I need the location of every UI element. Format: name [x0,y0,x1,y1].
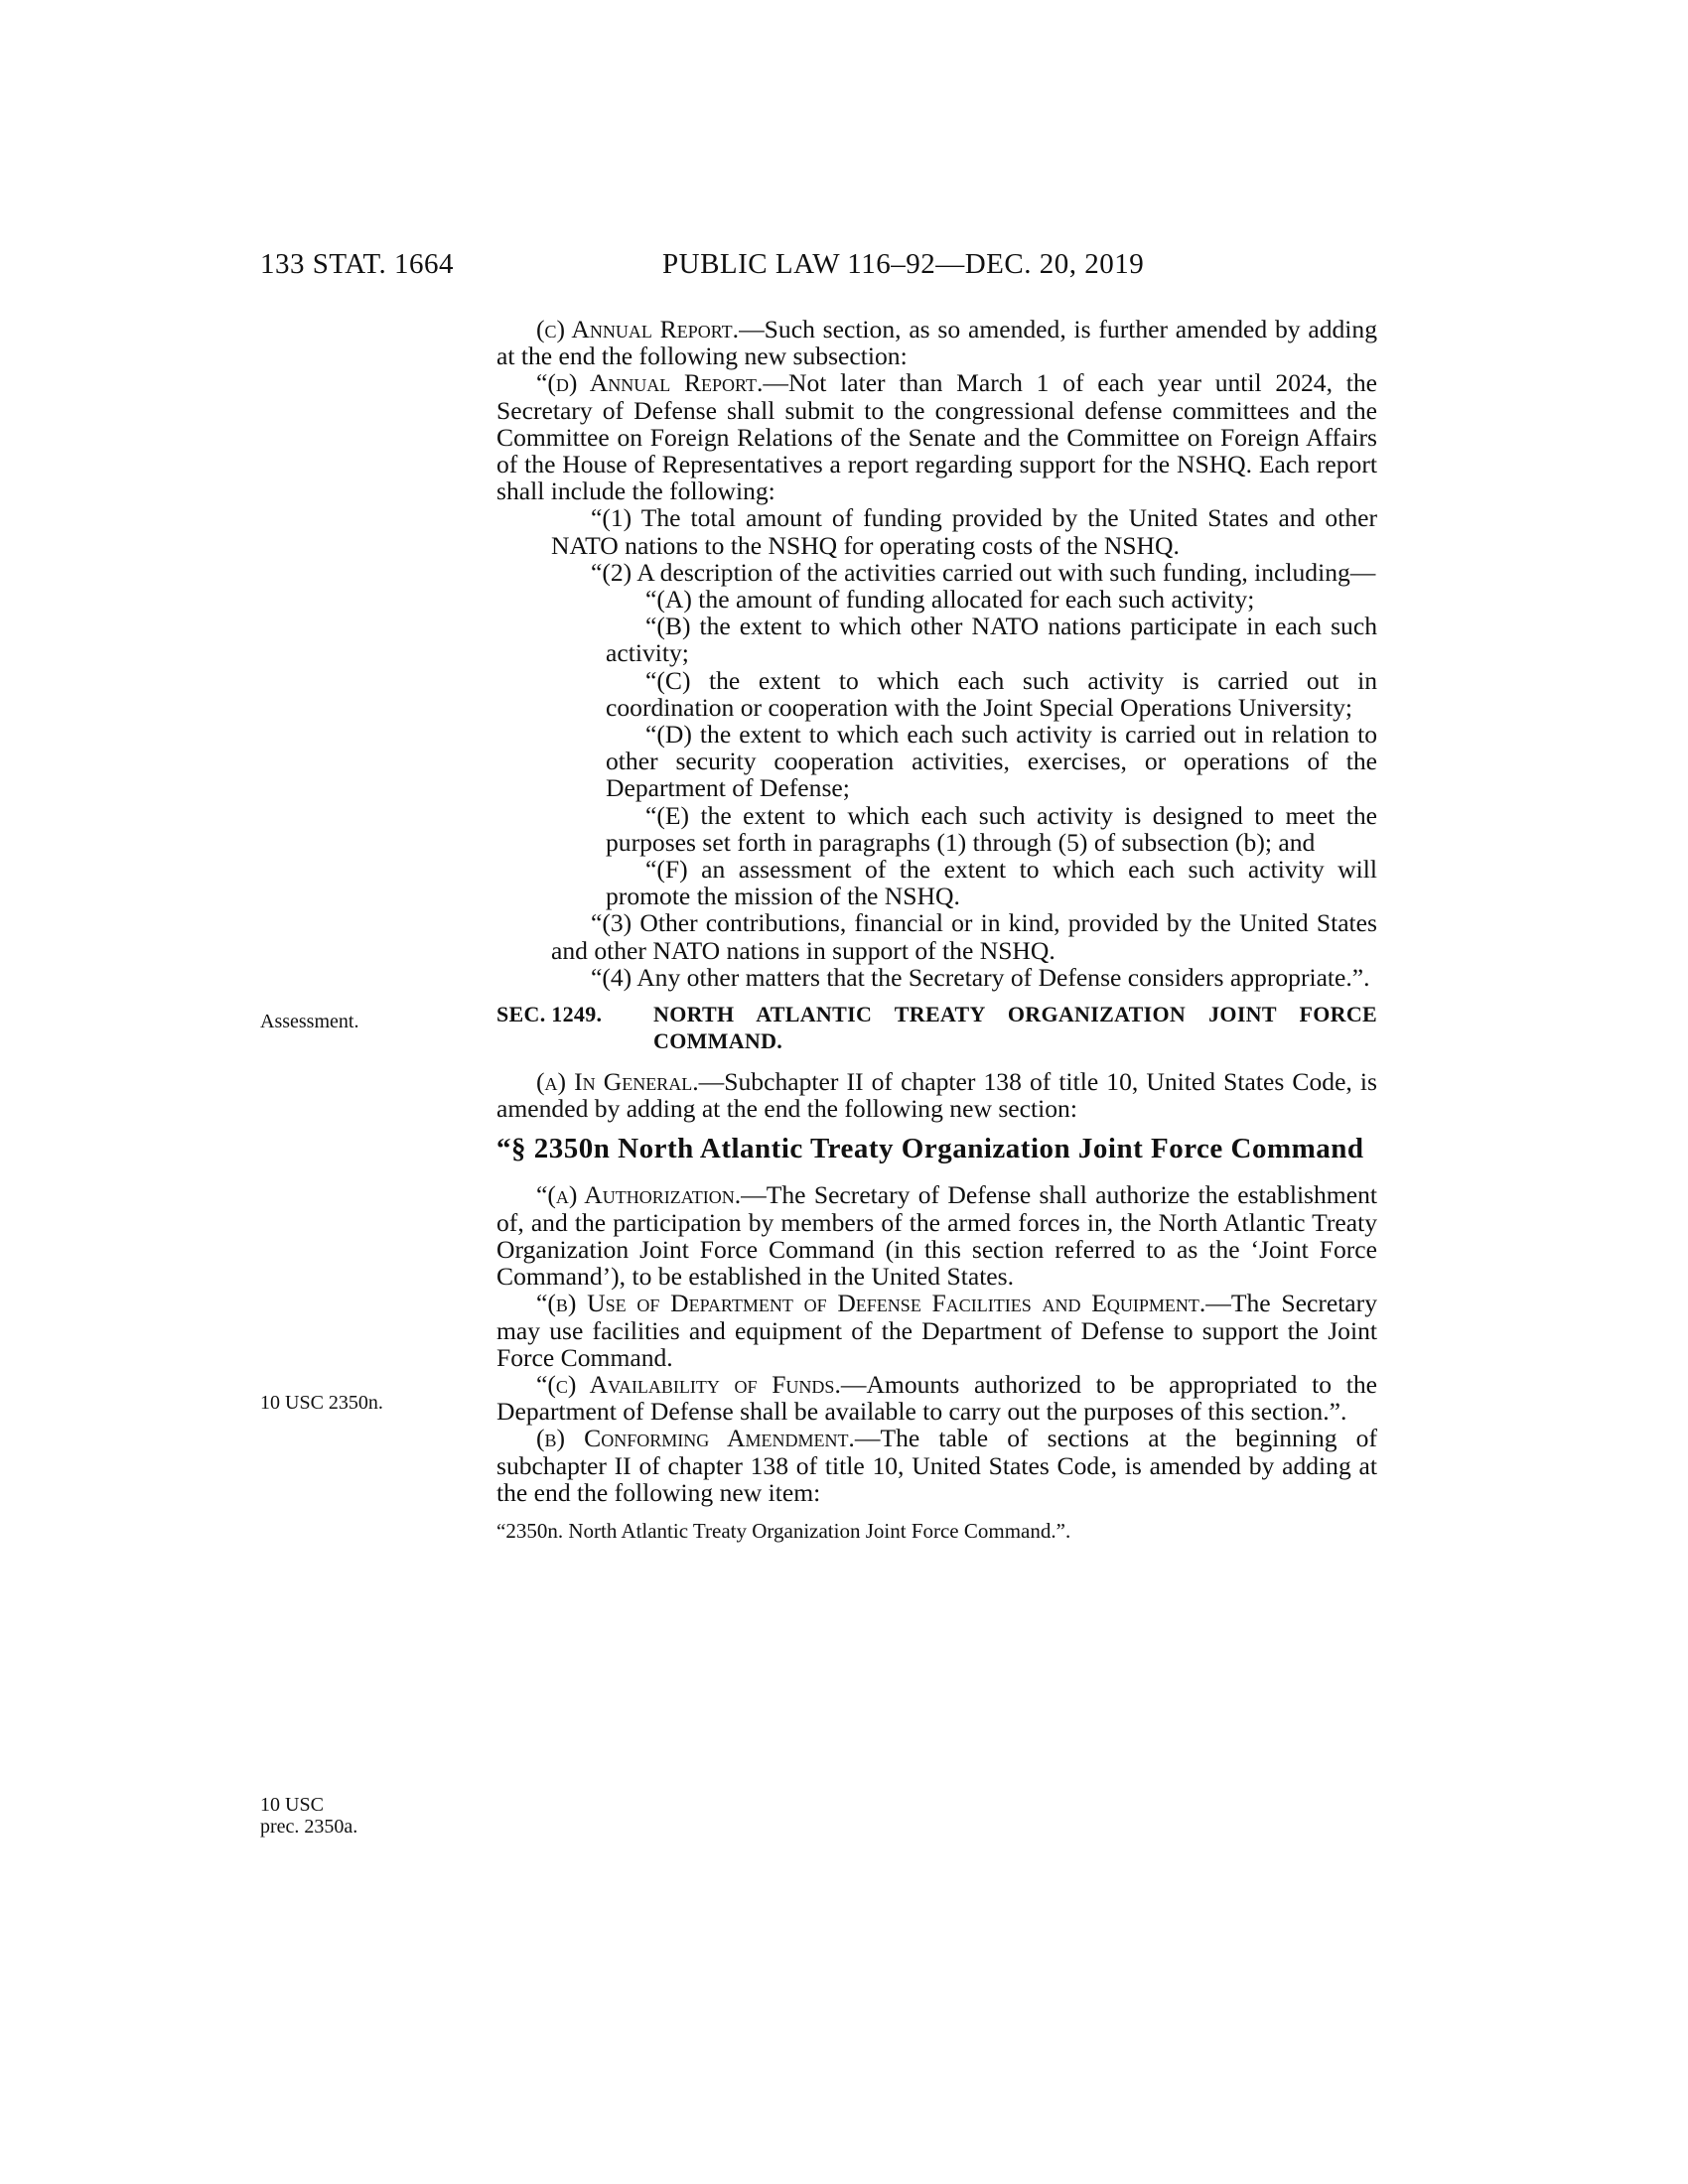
subsection-a-heading: (a) In General. [536,1067,699,1097]
usc-subsection-a-text: —The Secretary of Defense shall authorize the establishment of, and the participation by members of the armed forces in, the North Atlantic Treaty Organization Joint Force Command (in this section referred to as the ‘Joint Force Command’), to be established in the United States. [496,1180,1377,1292]
margin-note-usc-2350n: 10 USC 2350n. [260,1392,383,1414]
subsection-c [496,316,1377,369]
subparagraph-c: “(C) the extent to which each such activity is carried out in coordination or cooperation with the Joint Special Operations University; [606,665,1377,722]
subsection-d [496,369,1377,504]
usc-subsection-b-heading: “(b) Use of Department of Defense Facilities and Equipment. [536,1289,1206,1318]
usc-subsection-a-heading: “(a) Authorization. [536,1180,742,1210]
subsection-a-text: —Subchapter II of chapter 138 of title 10, United States Code, is amended by adding at the end the following new section: [496,1067,1378,1124]
section-title: NORTH ATLANTIC TREATY ORGANIZATION JOINT FORCE COMMAND. [653,1002,1377,1054]
subsection-d-text: —Not later than March 1 of each year until 2024, the Secretary of Defense shall submit to the congressional defense committees and the Committee on Foreign Relations of the Senate and the Committee on Foreign Affairs of the House of Representatives a report regarding support for the NSHQ. Each report shall include the following: [496,368,1377,506]
subparagraph-b: “(B) the extent to which other NATO nations participate in each such activity; [606,612,1377,668]
subsection-b-heading: (b) Conforming Amendment. [536,1424,855,1453]
document-body [496,316,1377,1544]
subparagraph-f: “(F) an assessment of the extent to which each such activity will promote the mission of the NSHQ. [606,855,1377,911]
usc-subsection-a [496,1181,1377,1290]
margin-note-usc-prec-line1: 10 USC [260,1794,324,1816]
paragraph-1: “(1) The total amount of funding provided by the United States and other NATO nations to the NSHQ for operating costs of the NSHQ. [551,503,1377,560]
subparagraph-a: “(A) the amount of funding allocated for each such activity; [645,585,1255,614]
margin-note-usc-prec [260,1794,357,1838]
usc-subsection-c-text: —Amounts authorized to be appropriated to the Department of Defense shall be available to carry out the purposes of this section.”. [496,1369,1377,1427]
usc-subsection-c [496,1371,1377,1425]
paragraph-4: “(4) Any other matters that the Secretary of Defense considers appropriate.”. [591,962,1370,992]
margin-note-assessment: Assessment. [260,1011,359,1032]
usc-section-number: “§ 2350n [496,1133,611,1165]
usc-subsection-b [496,1290,1377,1371]
public-law-citation: PUBLIC LAW 116–92—DEC. 20, 2019 [662,248,1145,280]
subsection-d-heading: “(d) Annual Report. [536,368,764,398]
subparagraph-d: “(D) the extent to which each such activity is carried out in relation to other security cooperation activities, exercises, or operations of the Department of Defense; [606,720,1377,803]
subsection-c-text: —Such section, as so amended, is further amended by adding at the end the following new subsection: [496,315,1377,371]
subsection-c-heading: (c) Annual Report. [536,315,740,343]
subsection-b-conforming [496,1425,1377,1506]
margin-note-usc-prec-line2: prec. 2350a. [260,1816,358,1838]
usc-section-title: North Atlantic Treaty Organization Joint Force Command [618,1133,1364,1165]
usc-subsection-b-text: —The Secretary may use facilities and equipment of the Department of Defense to support the Joint Force Command. [496,1289,1377,1372]
section-number: SEC. 1249. [496,1002,603,1027]
subparagraph-e: “(E) the extent to which each such activity is designed to meet the purposes set forth in paragraphs (1) through (5) of subsection (b); and [606,800,1377,857]
paragraph-2: “(2) A description of the activities carried out with such funding, including— [591,557,1376,587]
paragraph-3: “(3) Other contributions, financial or in kind, provided by the United States and other NATO nations in support of the NSHQ. [551,908,1377,965]
statute-page-number: 133 STAT. 1664 [260,248,455,280]
subsection-a [496,1068,1377,1122]
usc-section-heading [496,1134,1377,1163]
table-of-sections-item: “2350n. North Atlantic Treaty Organization Joint Force Command.”. [496,1518,1071,1543]
subsection-b-text: —The table of sections at the beginning of subchapter II of chapter 138 of title 10, United States Code, is amended by adding at the end the following new item: [496,1424,1377,1507]
usc-subsection-c-heading: “(c) Availability of Funds. [536,1369,841,1399]
section-1249-heading [496,1001,1377,1054]
page-header [260,248,1384,288]
